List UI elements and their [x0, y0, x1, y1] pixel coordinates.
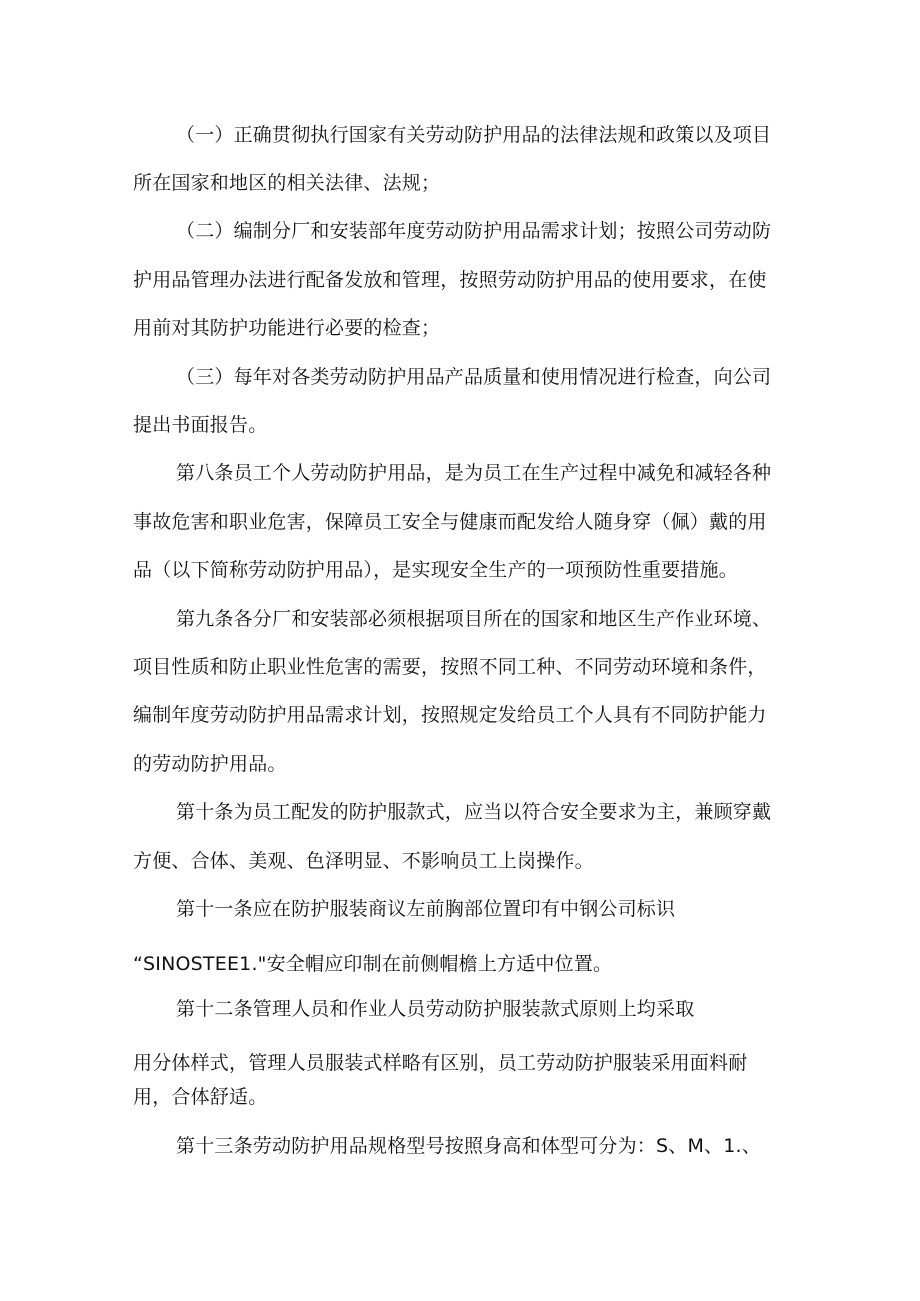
text-line: 事故危害和职业危害，保障员工安全与健康而配发给人随身穿（佩）戴的用 [133, 511, 767, 533]
text-line: 第十二条管理人员和作业人员劳动防护服装款式原则上均采取 [176, 998, 695, 1020]
text-line: 第八条员工个人劳动防护用品，是为员工在生产过程中减免和减轻各种 [176, 462, 772, 484]
text-line: 第十三条劳动防护用品规格型号按照身高和体型可分为：S、M、1.、 [176, 1135, 761, 1157]
text-line: 的劳动防护用品。 [133, 753, 287, 775]
text-line: 方便、合体、美观、色泽明显、不影响员工上岗操作。 [133, 850, 594, 872]
text-line: 提出书面报告。 [133, 414, 268, 436]
text-line: “SINOSTEE1."安全帽应印制在前侧帽檐上方适中位置。 [133, 953, 613, 975]
text-line: 第十一条应在防护服装商议左前胸部位置印有中钢公司标识 [176, 898, 676, 920]
text-line: 编制年度劳动防护用品需求计划，按照规定发给员工个人具有不同防护能力 [133, 704, 767, 726]
text-line: 用前对其防护功能进行必要的检查； [133, 317, 441, 339]
text-line: 所在国家和地区的相关法律、法规； [133, 172, 441, 194]
text-line: 第九条各分厂和安装部必须根据项目所在的国家和地区生产作业环境、 [176, 608, 772, 630]
text-line: 项目性质和防止职业性危害的需要，按照不同工种、不同劳动环境和条件， [133, 656, 767, 678]
text-line: 第十条为员工配发的防护服款式，应当以符合安全要求为主，兼顾穿戴 [176, 801, 772, 823]
text-line: 用，合体舒适。 [133, 1086, 268, 1108]
text-line: （三）每年对各类劳动防护用品产品质量和使用情况进行检查，向公司 [176, 366, 772, 388]
text-line: （一）正确贯彻执行国家有关劳动防护用品的法律法规和政策以及项目 [176, 124, 772, 146]
text-line: （二）编制分厂和安装部年度劳动防护用品需求计划；按照公司劳动防 [176, 220, 772, 242]
text-line: 品（以下简称劳动防护用品），是实现安全生产的一项预防性重要措施。 [133, 559, 738, 581]
text-line: 护用品管理办法进行配备发放和管理，按照劳动防护用品的使用要求，在使 [133, 269, 767, 291]
text-line: 用分体样式，管理人员服装式样略有区别，员工劳动防护服装采用面料耐 [133, 1052, 748, 1074]
